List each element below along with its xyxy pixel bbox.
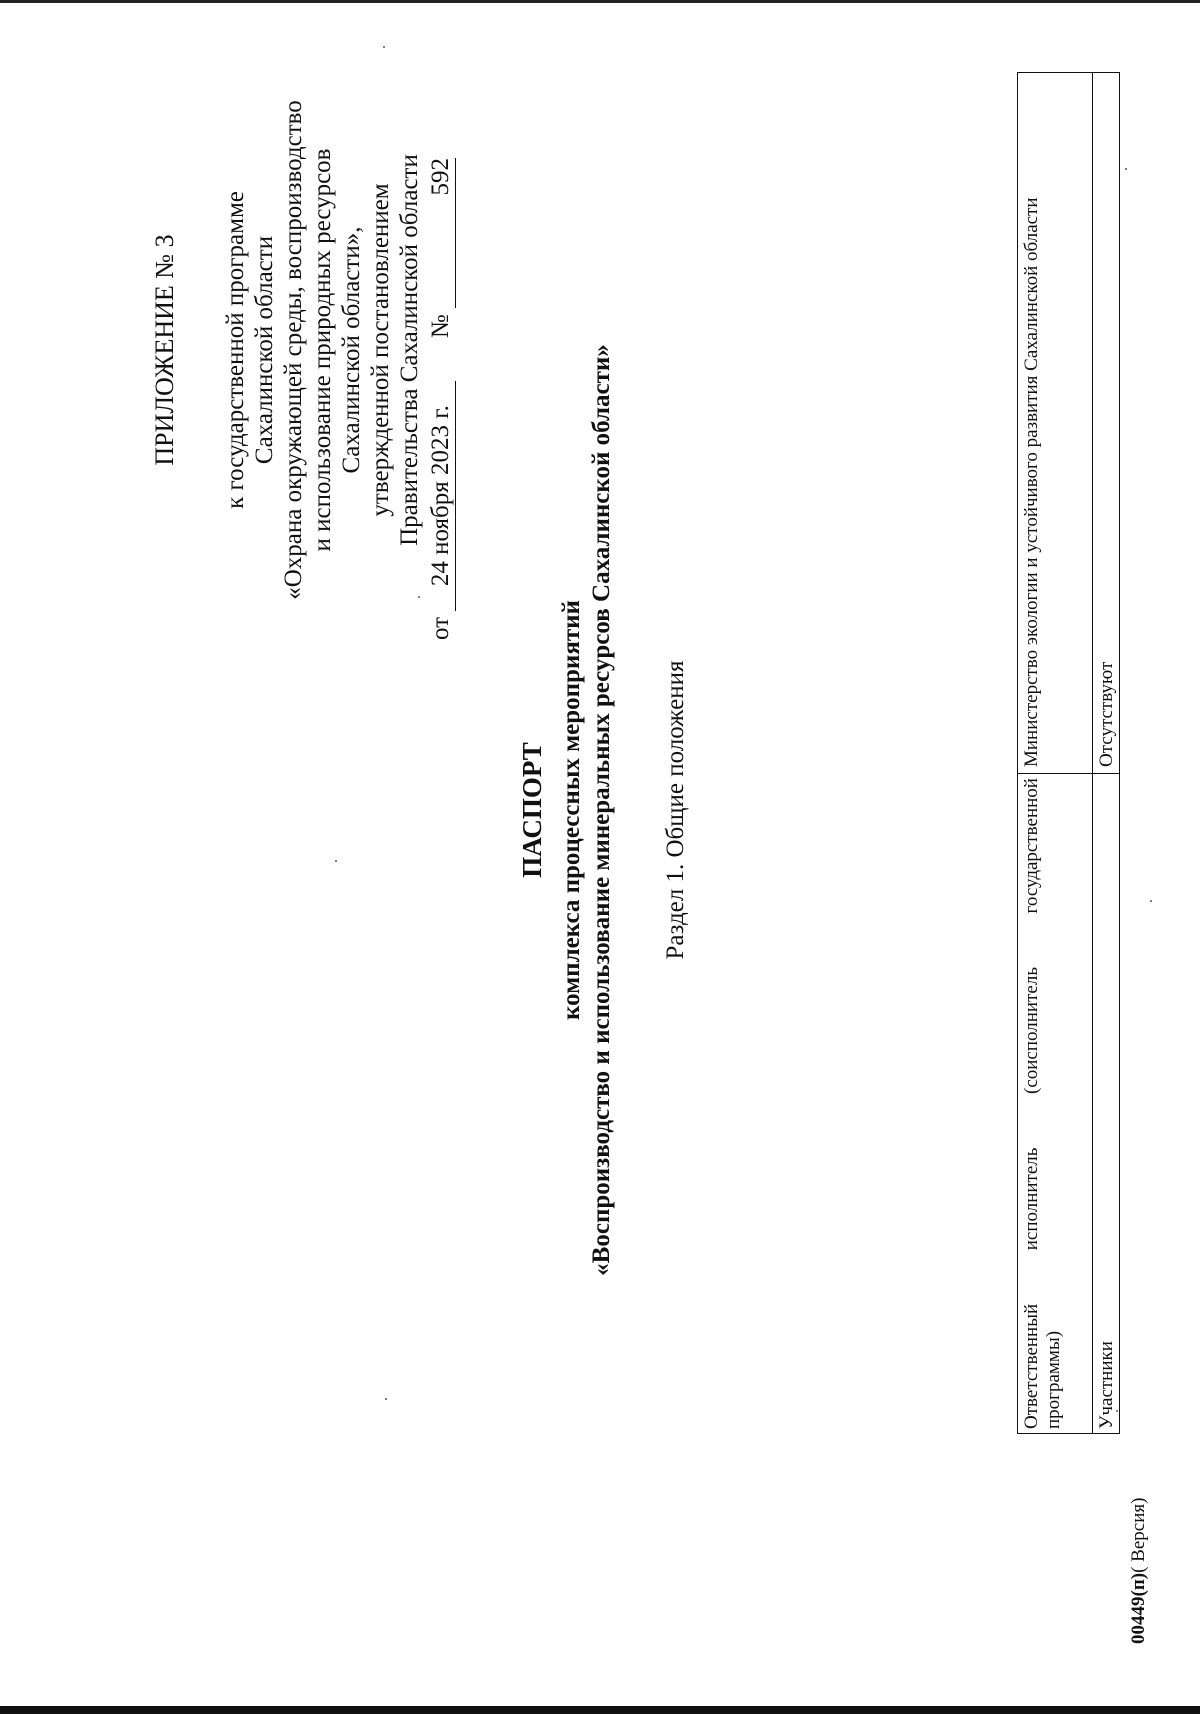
- label-line: программы): [1043, 1330, 1064, 1429]
- label-word: (соисполнитель: [1021, 967, 1042, 1094]
- appendix-line: к государственной программе: [222, 191, 249, 509]
- general-provisions-table: [1017, 72, 1120, 1434]
- table-value-cell: Министерство экологии и устойчивого развития Сахалинской области: [1021, 197, 1042, 767]
- table-row: [1093, 73, 1120, 1433]
- appendix-line: утвержденной постановлением: [367, 183, 394, 517]
- appendix-line: Сахалинской области: [251, 235, 278, 465]
- appendix-line: Правительства Сахалинской области: [396, 154, 423, 546]
- passport-name: «Воспроизводство и использование минеральных ресурсов Сахалинской области»: [588, 344, 615, 1276]
- resolution-date-number: [426, 30, 456, 670]
- table-value-cell: Отсутствуют: [1096, 661, 1117, 767]
- passport-title: ПАСПОРТ: [517, 742, 547, 878]
- table-label-cell: [1018, 773, 1092, 1433]
- number-prefix: №: [427, 314, 454, 339]
- table-row: [1018, 73, 1093, 1433]
- passport-heading: [515, 250, 617, 1370]
- section-title: Раздел 1. Общие положения: [662, 660, 689, 960]
- document-version: [1128, 1498, 1150, 1644]
- document-code: 00449(п): [1128, 1572, 1149, 1644]
- label-word: государственной: [1021, 778, 1042, 914]
- appendix-line: «Охрана окружающей среды, воспроизводство: [280, 100, 307, 600]
- resolution-number: 592: [426, 158, 456, 308]
- date-prefix: от: [427, 616, 454, 640]
- appendix-line: и использование природных ресурсов: [309, 148, 336, 552]
- version-label: ( Версия): [1128, 1497, 1149, 1573]
- table-label-cell: Участники: [1093, 773, 1120, 1433]
- resolution-date: 24 ноября 2023 г.: [426, 381, 456, 611]
- appendix-block: [150, 30, 456, 670]
- label-word: исполнитель: [1021, 1147, 1042, 1251]
- appendix-title: ПРИЛОЖЕНИЕ № 3: [150, 234, 179, 466]
- appendix-line: Сахалинской области»,: [338, 226, 365, 474]
- passport-subtitle: комплекса процессных мероприятий: [558, 600, 585, 1020]
- label-word: Ответственный: [1021, 1303, 1042, 1429]
